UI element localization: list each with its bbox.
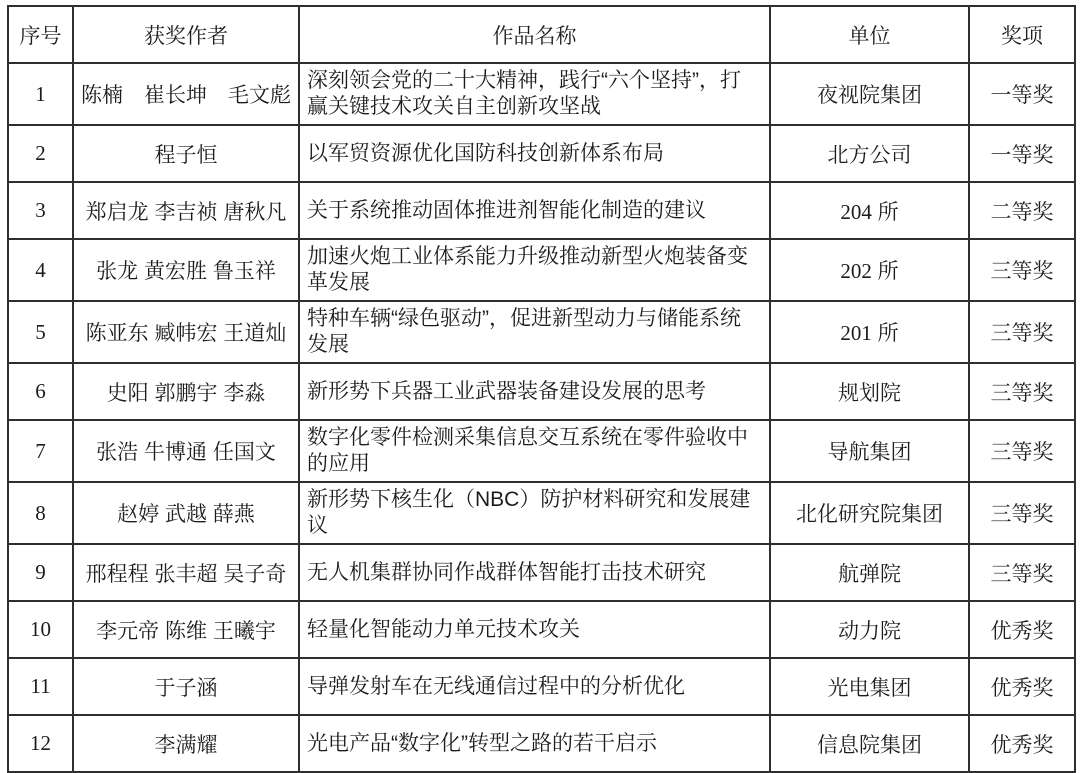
cell-award: 三等奖 — [969, 420, 1075, 482]
cell-award: 一等奖 — [969, 125, 1075, 182]
cell-no: 11 — [8, 658, 73, 715]
cell-no: 12 — [8, 715, 73, 772]
cell-award: 一等奖 — [969, 63, 1075, 125]
table-row — [8, 182, 1075, 239]
cell-no: 3 — [8, 182, 73, 239]
cell-no: 2 — [8, 125, 73, 182]
cell-authors: 李元帝 陈维 王曦宇 — [73, 601, 299, 658]
cell-unit: 201 所 — [770, 301, 969, 363]
table-row — [8, 301, 1075, 363]
cell-title: 关于系统推动固体推进剂智能化制造的建议 — [299, 182, 770, 239]
cell-unit: 北方公司 — [770, 125, 969, 182]
table-row — [8, 715, 1075, 772]
cell-no: 10 — [8, 601, 73, 658]
cell-title: 数字化零件检测采集信息交互系统在零件验收中的应用 — [299, 420, 770, 482]
table-row — [8, 363, 1075, 420]
cell-no: 7 — [8, 420, 73, 482]
numeric-text: 201 — [840, 321, 872, 346]
cell-award: 三等奖 — [969, 301, 1075, 363]
cell-authors: 史阳 郭鹏宇 李淼 — [73, 363, 299, 420]
cell-award: 三等奖 — [969, 239, 1075, 301]
cell-authors: 程子恒 — [73, 125, 299, 182]
cell-unit: 规划院 — [770, 363, 969, 420]
cell-authors: 陈楠 崔长坤 毛文彪 — [73, 63, 299, 125]
cell-no: 4 — [8, 239, 73, 301]
cell-no: 5 — [8, 301, 73, 363]
table-header — [8, 6, 1075, 63]
cell-unit: 202 所 — [770, 239, 969, 301]
numeric-text: 202 — [840, 259, 872, 284]
cell-award: 优秀奖 — [969, 658, 1075, 715]
cell-title: 新形势下兵器工业武器装备建设发展的思考 — [299, 363, 770, 420]
cell-unit: 光电集团 — [770, 658, 969, 715]
cell-award: 三等奖 — [969, 482, 1075, 544]
table-row — [8, 125, 1075, 182]
cell-title: 新形势下核生化（NBC）防护材料研究和发展建议 — [299, 482, 770, 544]
cell-authors: 于子涵 — [73, 658, 299, 715]
table-row — [8, 544, 1075, 601]
cell-no: 8 — [8, 482, 73, 544]
cell-no: 6 — [8, 363, 73, 420]
cell-award: 二等奖 — [969, 182, 1075, 239]
cell-title: 轻量化智能动力单元技术攻关 — [299, 601, 770, 658]
table-row — [8, 658, 1075, 715]
numeric-text: 204 — [840, 199, 872, 224]
table-row — [8, 420, 1075, 482]
cell-unit: 动力院 — [770, 601, 969, 658]
header-cell-no: 序号 — [8, 6, 73, 63]
header-cell-award: 奖项 — [969, 6, 1075, 63]
cell-no: 1 — [8, 63, 73, 125]
cell-award: 优秀奖 — [969, 715, 1075, 772]
cell-authors: 陈亚东 臧帏宏 王道灿 — [73, 301, 299, 363]
cell-title: 以军贸资源优化国防科技创新体系布局 — [299, 125, 770, 182]
cell-unit: 北化研究院集团 — [770, 482, 969, 544]
cell-authors: 赵婷 武越 薛燕 — [73, 482, 299, 544]
header-row — [8, 6, 1075, 63]
cell-authors: 郑启龙 李吉祯 唐秋凡 — [73, 182, 299, 239]
header-cell-authors: 获奖作者 — [73, 6, 299, 63]
cell-authors: 邢程程 张丰超 吴子奇 — [73, 544, 299, 601]
awards-table — [7, 5, 1076, 773]
table-row — [8, 482, 1075, 544]
cell-award: 优秀奖 — [969, 601, 1075, 658]
cell-authors: 张浩 牛博通 任国文 — [73, 420, 299, 482]
cell-title: 导弹发射车在无线通信过程中的分析优化 — [299, 658, 770, 715]
header-cell-unit: 单位 — [770, 6, 969, 63]
cell-unit: 204 所 — [770, 182, 969, 239]
cell-unit: 信息院集团 — [770, 715, 969, 772]
cell-unit: 夜视院集团 — [770, 63, 969, 125]
table-body — [8, 63, 1075, 772]
cell-award: 三等奖 — [969, 544, 1075, 601]
cell-unit: 导航集团 — [770, 420, 969, 482]
table-row — [8, 63, 1075, 125]
cell-title: 光电产品“数字化”转型之路的若干启示 — [299, 715, 770, 772]
cell-title: 特种车辆“绿色驱动”，促进新型动力与储能系统发展 — [299, 301, 770, 363]
cell-no: 9 — [8, 544, 73, 601]
header-cell-title: 作品名称 — [299, 6, 770, 63]
cell-title: 无人机集群协同作战群体智能打击技术研究 — [299, 544, 770, 601]
cell-title: 加速火炮工业体系能力升级推动新型火炮装备变革发展 — [299, 239, 770, 301]
cell-unit: 航弹院 — [770, 544, 969, 601]
table-row — [8, 601, 1075, 658]
table-row — [8, 239, 1075, 301]
cell-authors: 李满耀 — [73, 715, 299, 772]
cell-award: 三等奖 — [969, 363, 1075, 420]
cell-title: 深刻领会党的二十大精神，践行“六个坚持”，打赢关键技术攻关自主创新攻坚战 — [299, 63, 770, 125]
cell-authors: 张龙 黄宏胜 鲁玉祥 — [73, 239, 299, 301]
